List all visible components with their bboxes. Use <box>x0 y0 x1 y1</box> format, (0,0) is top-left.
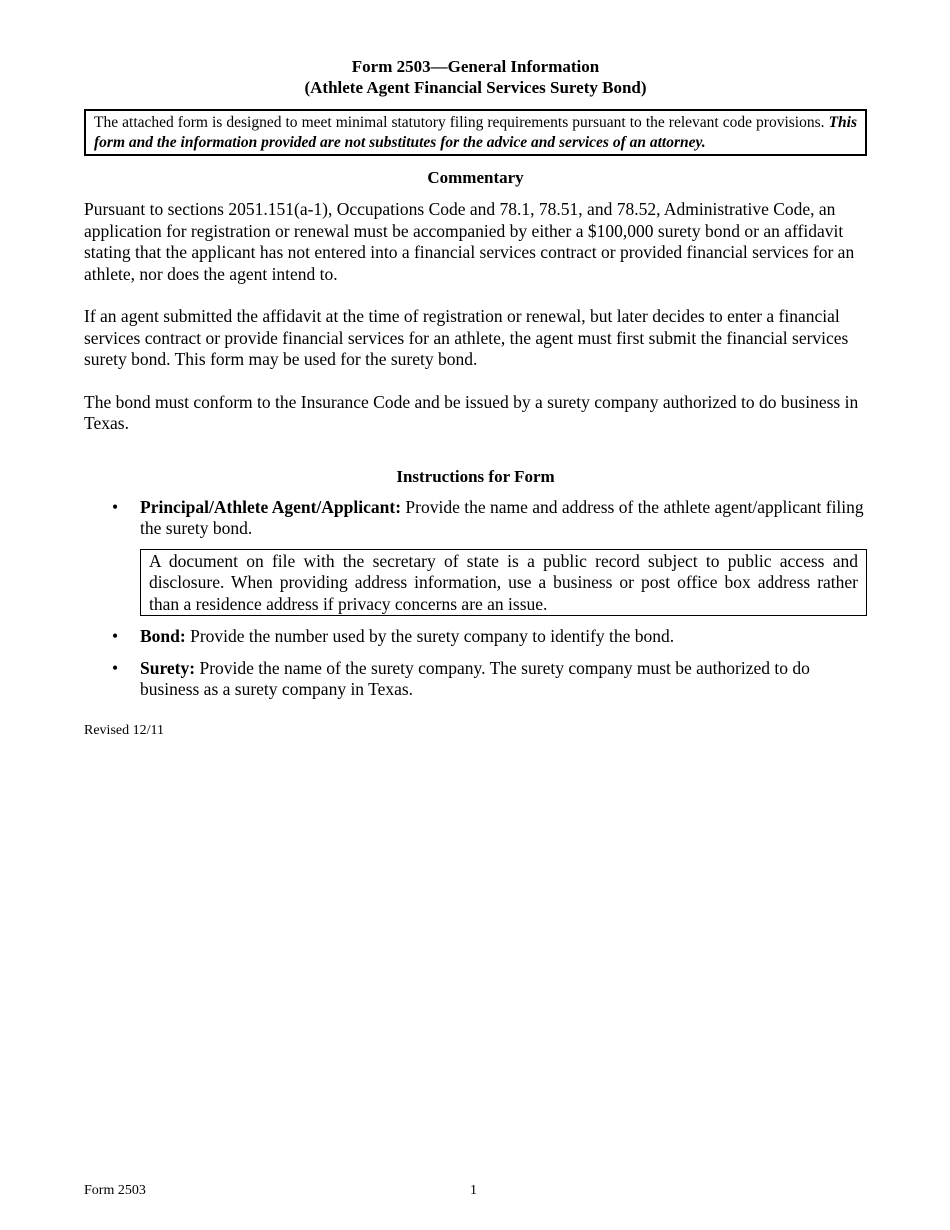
bullet-icon: • <box>112 496 119 517</box>
item-text: Provide the name of the surety company. The surety company must be authorized to do business as a surety company in Texas. <box>140 657 810 699</box>
footer-form-label: Form 2503 <box>84 1183 146 1198</box>
title-line-1: Form 2503—General Information <box>351 57 600 76</box>
commentary-paragraph-1: Pursuant to sections 2051.151(a-1), Occupations Code and 78.1, 78.51, and 78.52, Administrative Code, an application for registration or renewal must be accompanied by either a $100,000 surety bond or an affidavit stating that the applicant has not entered into a financial services contract or provided financial services for an athlete, nor does the agent intend to. <box>84 199 855 284</box>
disclaimer-emphasis: This form and the information provided are not substitutes for the advice and services of an attorney. <box>94 114 857 151</box>
instructions-list <box>84 497 867 540</box>
list-item <box>84 497 867 540</box>
instructions-heading: Instructions for Form <box>396 466 555 486</box>
list-item <box>84 658 867 701</box>
commentary-heading: Commentary <box>427 168 524 187</box>
title-line-2: (Athlete Agent Financial Services Surety Bond) <box>304 78 647 97</box>
bullet-icon: • <box>112 657 119 678</box>
item-label: Surety: <box>140 657 196 678</box>
item-label: Bond: <box>140 626 186 646</box>
item-text: Provide the name and address of the athlete agent/applicant filing the surety bond. <box>140 496 864 538</box>
bullet-icon: • <box>112 626 119 646</box>
disclaimer-text: The attached form is designed to meet minimal statutory filing requirements pursuant to the relevant code provisions. <box>94 114 829 131</box>
document-page <box>84 56 867 739</box>
commentary-paragraph-3: The bond must conform to the Insurance Code and be issued by a surety company authorized to do business in Texas. <box>84 391 859 433</box>
privacy-notice-box: A document on file with the secretary of state is a public record subject to public access and disclosure. When providing address information, use a business or post office box address rather than a residence address if privacy concerns are an issue. <box>140 549 867 617</box>
page-title <box>84 56 867 98</box>
commentary-paragraph-2: If an agent submitted the affidavit at the time of registration or renewal, but later decides to enter a financial services contract or provide financial services for an athlete, the agent must first submit the financial services surety bond. This form may be used for the surety bond. <box>84 306 849 369</box>
footer-page-number: 1 <box>470 1183 477 1198</box>
item-label: Principal/Athlete Agent/Applicant: <box>140 496 402 517</box>
item-text: Provide the number used by the surety company to identify the bond. <box>185 626 675 646</box>
list-item <box>84 626 867 648</box>
disclaimer-box <box>84 109 867 156</box>
instructions-list-continued <box>84 626 867 701</box>
revision-date: Revised 12/11 <box>84 722 164 738</box>
